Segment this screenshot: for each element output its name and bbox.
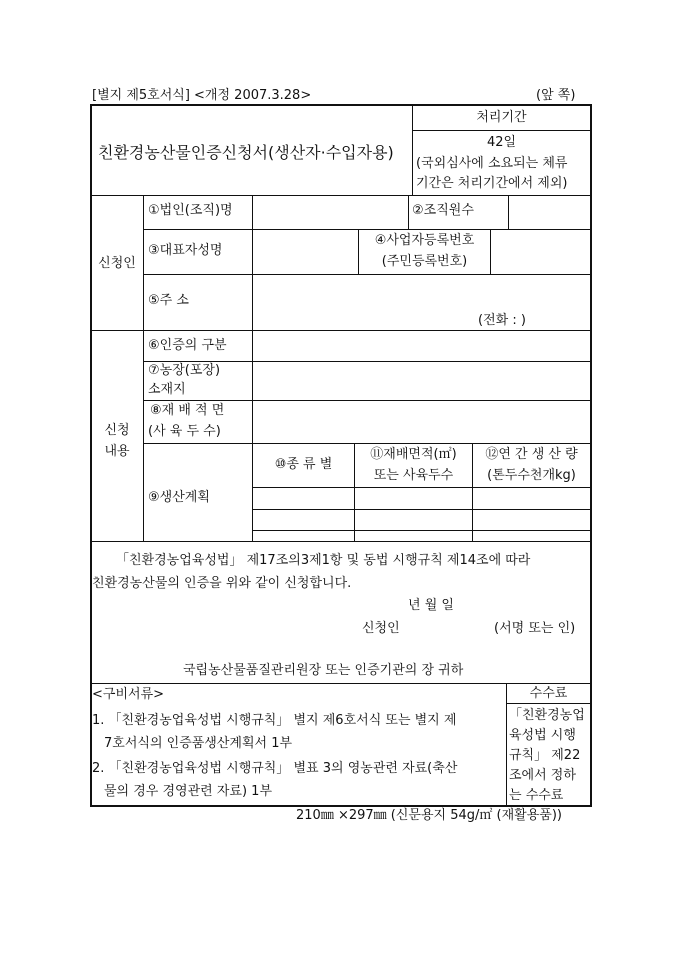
- form-label: [별지 제5호서식] <개정 2007.3.28>: [92, 88, 312, 103]
- applicant-section-label: 신청인: [98, 256, 136, 271]
- fee-line-1: 「친환경농업: [509, 708, 585, 723]
- side-label: (앞 쪽): [536, 88, 576, 103]
- fee-line-5: 는 수수료: [509, 788, 564, 803]
- biz-reg-label: ④사업자등록번호: [374, 233, 475, 248]
- fee-line-2: 육성법 시행: [509, 728, 576, 743]
- corp-name-label: ①법인(조직)명: [148, 203, 233, 218]
- kind-column-header: ⑩종 류 별: [274, 457, 333, 472]
- yield-column-header-2: (톤두수천개kg): [487, 468, 576, 483]
- area-column-header-2: 또는 사육두수: [373, 468, 454, 483]
- paper-spec: 210㎜ ×297㎜ (신문용지 54g/㎡ (재활용품)): [296, 808, 562, 823]
- resident-reg-label: (주민등록번호): [381, 254, 468, 269]
- processing-period-label: 처리기간: [476, 110, 527, 125]
- content-section-label-1: 신청: [104, 423, 130, 438]
- phone-label: (전화 : ): [478, 313, 526, 328]
- cert-type-label: ⑥인증의 구분: [148, 338, 227, 353]
- recipient-line: 국립농산물품질관리원장 또는 인증기관의 장 귀하: [183, 663, 464, 678]
- processing-note-line1: (국외심사에 소요되는 체류: [416, 156, 568, 171]
- rep-name-label: ③대표자성명: [148, 243, 223, 258]
- address-label: ⑤주 소: [148, 293, 189, 308]
- content-section-label-2: 내용: [104, 444, 130, 459]
- form-title: 친환경농산물인증신청서(생산자·수입자용): [98, 143, 394, 162]
- declaration-line-2: 친환경농산물의 인증을 위와 같이 신청합니다.: [92, 576, 352, 591]
- doc-item-2a: 2. 「친환경농업육성법 시행규칙」 별표 3의 영농관련 자료(축산: [92, 761, 458, 776]
- sign-note: (서명 또는 인): [494, 621, 576, 636]
- area-label-1: ⑧재 배 적 면: [150, 403, 225, 418]
- farm-location-label-1: ⑦농장(포장): [148, 363, 221, 378]
- doc-item-2b: 물의 경우 경영관련 자료) 1부: [104, 784, 273, 799]
- processing-days: 42일: [486, 135, 517, 150]
- signer-label: 신청인: [362, 621, 400, 636]
- doc-item-1b: 7호서식의 인증품생산계획서 1부: [104, 736, 293, 751]
- yield-column-header-1: ⑫연 간 생 산 량: [485, 447, 578, 462]
- org-count-label: ②조직원수: [412, 203, 474, 218]
- date-line: 년 월 일: [408, 598, 454, 613]
- fee-line-4: 조에서 정하: [509, 768, 576, 783]
- farm-location-label-2: 소재지: [148, 382, 186, 397]
- declaration-line-1: 「친환경농업육성법」 제17조의3제1항 및 동법 시행규칙 제14조에 따라: [116, 553, 531, 568]
- production-plan-label: ⑨생산계획: [148, 490, 210, 505]
- required-docs-heading: <구비서류>: [92, 687, 165, 702]
- area-column-header-1: ⑪재배면적(㎡): [370, 447, 457, 462]
- fee-heading: 수수료: [529, 686, 568, 701]
- fee-line-3: 규칙」 제22: [509, 748, 581, 763]
- area-label-2: (사 육 두 수): [148, 424, 221, 439]
- processing-note-line2: 기간은 처리기간에서 제외): [416, 176, 568, 191]
- doc-item-1a: 1. 「친환경농업육성법 시행규칙」 별지 제6호서식 또는 별지 제: [92, 713, 457, 728]
